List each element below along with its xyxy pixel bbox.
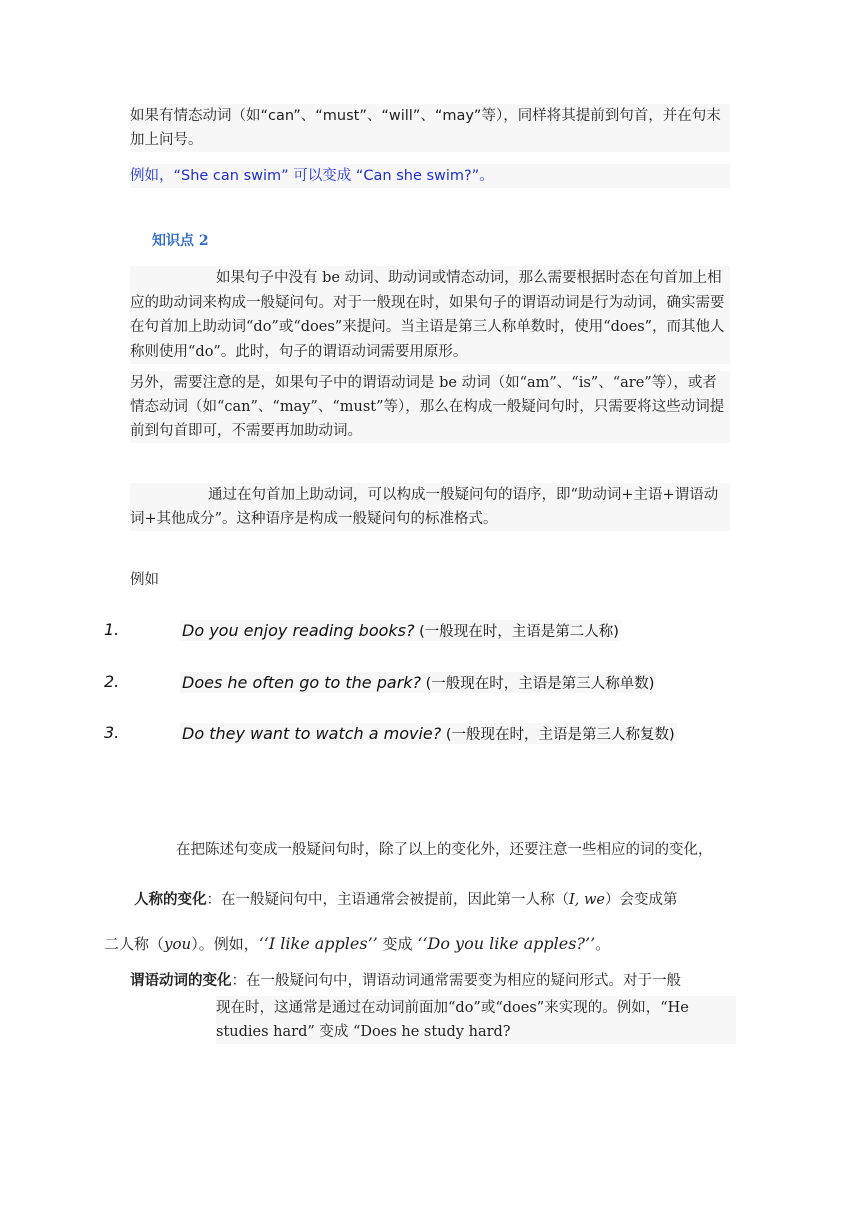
paragraph-text: 通过在句首加上助动词，可以构成一般疑问句的语序，即“助动词+主语+谓语动词+其他成分”。这种语序是构成一般疑问句的标准格式。 [130, 487, 719, 527]
pronoun-you: you [164, 935, 192, 953]
list-item [180, 672, 656, 693]
example-note: (一般现在时，主语是第二人称) [414, 624, 619, 640]
person-change-line2 [104, 932, 744, 956]
paragraph-be-verb [130, 371, 730, 443]
text: ：在一般疑问句中，主语通常会被提前，因此第一人称（ [206, 892, 569, 908]
text-line: studies hard” 变成 “Does he study hard? [216, 1024, 511, 1040]
text: 二人称（ [104, 935, 165, 953]
paragraph-modal-verbs [130, 104, 730, 152]
label-text: 例如 [130, 572, 159, 588]
example-sentence: Does he often go to the park? [182, 673, 422, 692]
person-change-line1 [134, 888, 734, 912]
verb-change-label: 谓语动词的变化 [130, 972, 232, 989]
list-item [180, 723, 677, 744]
example-note: (一般现在时，主语是第三人称单数) [421, 676, 655, 692]
verb-change-line1 [130, 969, 740, 993]
text: ）会变成第 [604, 892, 678, 908]
example-sentence: Do they want to watch a movie? [182, 724, 442, 743]
text: ）。例如， [191, 935, 259, 953]
text: 。 [595, 935, 611, 953]
text: 变成 [377, 935, 418, 953]
example-label [130, 568, 159, 592]
text: ：在一般疑问句中，谓语动词通常需要变为相应的疑问形式。对于一般 [231, 973, 681, 989]
paragraph-no-aux [130, 266, 730, 364]
example-question: ‘‘Do you like apples?’’ [417, 934, 596, 953]
example-note: (一般现在时，主语是第三人称复数) [441, 727, 675, 743]
section-heading [152, 229, 209, 253]
paragraph-text: 在把陈述句变成一般疑问句时，除了以上的变化外，还要注意一些相应的词的变化， [176, 842, 713, 858]
paragraph-text: 另外，需要注意的是，如果句子中的谓语动词是 be 动词（如“am”、“is”、“are”等），或者情态动词（如“can”、“may”、“must”等），那么在构成一般疑问句时，只需要将这些动词提前到句首即可，不需要再加助动词。 [130, 375, 725, 439]
example-text: 例如，“She can swim” 可以变成 “Can she swim?”。 [130, 168, 494, 184]
heading-text: 知识点 2 [152, 233, 209, 249]
list-item [180, 620, 621, 641]
example-statement: ‘‘I like apples’’ [258, 934, 378, 953]
verb-change-body [216, 996, 736, 1044]
example-modal [130, 164, 730, 188]
list-number: 3. [104, 723, 120, 742]
paragraph-word-order [130, 483, 730, 531]
person-change-label: 人称的变化 [134, 891, 207, 908]
paragraph-text: 如果句子中没有 be 动词、助动词或情态动词，那么需要根据时态在句首加上相应的助动词来构成一般疑问句。对于一般现在时，如果句子的谓语动词是行为动词，确实需要在句首加上助动词“do”或“does”来提问。当主语是第三人称单数时，使用“does”，而其他人称则使用“do”。此时，句子的谓语动词需要用原形。 [130, 270, 725, 360]
example-sentence: Do you enjoy reading books? [182, 621, 415, 640]
text-line: 现在时，这通常是通过在动词前面加“do”或“does”来实现的。例如，“He [216, 1000, 689, 1016]
list-number: 1. [104, 620, 120, 639]
paragraph-changes-intro [176, 838, 736, 862]
paragraph-text: 如果有情态动词（如“can”、“must”、“will”、“may”等），同样将其提前到句首，并在句末加上问号。 [130, 108, 721, 148]
pronouns: I, we [569, 892, 605, 908]
list-number: 2. [104, 672, 120, 691]
